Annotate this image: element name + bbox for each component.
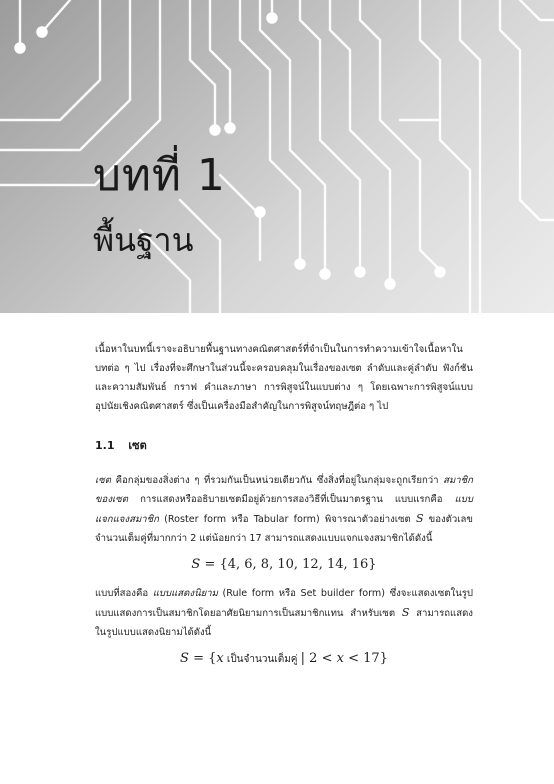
term-set: เซต <box>95 475 112 486</box>
circuit-pattern-decoration <box>0 0 554 313</box>
para2-text-2: (Rule form หรือ Set builder form) ซึ่งจะแสดงเซตในรูปแบบแสดงการเป็นสมาชิกโดยอาศัยนิยามการเป็นสมาชิกแทน สำหรับเซต <box>95 588 473 619</box>
eq1-lhs: S <box>191 557 201 572</box>
section-heading <box>95 436 473 455</box>
page-content <box>95 340 473 679</box>
para1-text-4: ของตัวเลขจำนวนเต็มคู่ที่มากกว่า 2 แต่น้อยกว่า 17 สามารถแสดงแบบแจกแจงสมาชิกได้ดังนี้ <box>95 514 473 544</box>
term-rule: แบบแสดงนิยาม <box>152 588 218 599</box>
chapter-title: พื้นฐาน <box>93 221 194 259</box>
intro-paragraph: เนื้อหาในบทนี้เราจะอธิบายพื้นฐานทางคณิตศาสตร์ที่จำเป็นในการทำความเข้าใจเนื้อหาในบทต่อ ๆ ไป เรื่องที่จะศึกษาในส่วนนี้จะครอบคลุมในเรื่องของเซต ลำดับและคู่ลำดับ ฟังก์ชันและความสัมพันธ์ กราฟ คำและภาษา การพิสูจน์ในแบบต่าง ๆ โดยเฉพาะการพิสูจน์แบบอุปนัยเชิงคณิตศาสตร์ ซึ่งเป็นเครื่องมือสำคัญในการพิสูจน์ทฤษฎีต่อ ๆ ไป <box>95 344 473 412</box>
section-number: 1.1 <box>95 439 115 452</box>
para2-text-1: แบบที่สองคือ <box>95 588 153 599</box>
math-variable-s: S <box>415 512 424 525</box>
chapter-banner <box>0 0 554 313</box>
set-builder-equation <box>95 648 473 671</box>
rule-form-paragraph <box>95 584 473 642</box>
eq2-lhs: S <box>180 651 189 666</box>
chapter-number-label: บทที่ 1 <box>93 150 226 201</box>
set-definition-paragraph <box>95 471 473 548</box>
eq2-open: = { <box>188 651 217 666</box>
eq2-var-x: x <box>216 651 224 666</box>
roster-equation <box>95 554 473 576</box>
para2-text-3: สามารถแสดงในรูปแบบแสดงนิยามได้ดังนี้ <box>95 608 473 638</box>
para1-text-3: (Roster form หรือ Tabular form) พิจารณาตัวอย่างเซต <box>159 514 416 525</box>
term-roster: แบบแจกแจงสมาชิก <box>95 494 473 525</box>
eq2-bar: | 2 < <box>300 651 337 666</box>
para1-text-2: การแสดงหรืออธิบายเซตมีอยู่ด้วยการสองวิธีที่เป็นมาตรฐาน แบบแรกคือ <box>128 494 455 505</box>
eq2-var-x: x <box>336 651 344 666</box>
term-member: สมาชิกของเซต <box>95 475 473 505</box>
eq2-thai-text: เป็นจำนวนเต็มคู่ <box>223 654 301 665</box>
eq2-end: < 17} <box>343 651 388 666</box>
eq1-rhs: = {4, 6, 8, 10, 12, 14, 16} <box>200 557 377 572</box>
math-variable-s: S <box>401 606 410 619</box>
section-title: เซต <box>128 439 147 452</box>
para1-text-1: คือกลุ่มของสิ่งต่าง ๆ ที่รวมกันเป็นหน่วยเดียวกัน ซึ่งสิ่งที่อยู่ในกลุ่มจะถูกเรียกว่า <box>111 475 444 486</box>
